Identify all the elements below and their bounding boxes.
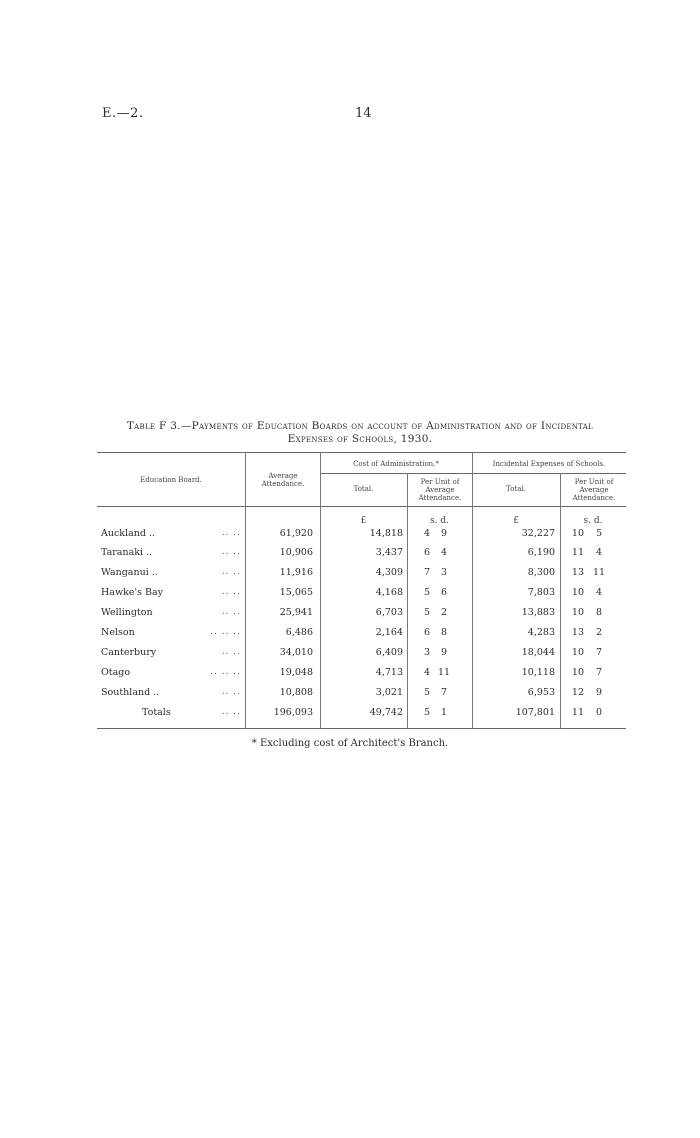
cell-admin-total: 6,703 — [375, 607, 403, 618]
header-incidental-per-unit: Per Unit of Average Attendance. — [572, 478, 616, 502]
cell-incidental-total: 4,283 — [527, 627, 555, 638]
cell-admin-pence: 11 — [437, 667, 451, 678]
payments-table — [97, 452, 626, 729]
col-divider — [407, 473, 408, 729]
cell-board-name: Wellington — [101, 607, 153, 618]
cell-board-name: Taranaki .. — [101, 547, 153, 558]
header-admin-per-unit: Per Unit of Average Attendance. — [418, 478, 462, 502]
cell-admin-total: 49,742 — [369, 707, 403, 718]
unit-admin-sd: s. d. — [430, 516, 449, 526]
leader-dots: .. .. — [221, 647, 241, 657]
cell-admin-pence: 9 — [440, 528, 448, 539]
cell-admin-total: 2,164 — [375, 627, 403, 638]
cell-admin-shillings: 5 — [423, 587, 430, 598]
leader-dots: .. .. — [221, 687, 241, 697]
cell-incidental-total: 13,883 — [521, 607, 555, 618]
unit-admin-pound: £ — [360, 516, 367, 526]
cell-board-name: Canterbury — [101, 647, 157, 658]
leader-dots: .. .. — [221, 707, 241, 717]
page-number: 14 — [355, 106, 372, 121]
leader-dots: .. .. — [221, 607, 241, 617]
rule-bottom — [97, 728, 626, 729]
cell-attendance: 6,486 — [285, 627, 313, 638]
cell-admin-total: 4,168 — [375, 587, 403, 598]
col-divider — [320, 452, 321, 729]
cell-board-name: Auckland .. — [101, 528, 156, 539]
table-title — [90, 420, 630, 446]
cell-incidental-shillings: 10 — [571, 587, 584, 598]
table-title-text: Payments of Education Boards on account of Administration and of Incidental — [191, 420, 594, 432]
header-admin-total: Total. — [353, 485, 374, 493]
cell-admin-shillings: 4 — [423, 528, 430, 539]
cell-incidental-pence: 4 — [595, 587, 603, 598]
cell-attendance: 19,048 — [279, 667, 313, 678]
cell-admin-total: 3,021 — [375, 687, 403, 698]
cell-incidental-shillings: 10 — [571, 528, 584, 539]
cell-attendance: 10,906 — [279, 547, 313, 558]
cell-incidental-pence: 9 — [595, 687, 603, 698]
cell-admin-shillings: 6 — [423, 627, 430, 638]
cell-board-name: Otago — [101, 667, 131, 678]
cell-admin-pence: 7 — [440, 687, 448, 698]
cell-incidental-shillings: 13 — [571, 567, 584, 578]
cell-board-name: Nelson — [101, 627, 135, 638]
cell-incidental-shillings: 11 — [571, 547, 584, 558]
cell-incidental-pence: 4 — [595, 547, 603, 558]
cell-admin-pence: 3 — [440, 567, 448, 578]
cell-incidental-total: 107,801 — [515, 707, 555, 718]
cell-attendance: 11,916 — [279, 567, 313, 578]
leader-dots: .. .. .. — [210, 627, 241, 637]
unit-incidental-sd: s. d. — [583, 516, 603, 526]
table-title-line-1 — [90, 420, 630, 433]
table-title-line-2: Expenses of Schools, 1930. — [287, 433, 433, 445]
cell-incidental-pence: 8 — [595, 607, 603, 618]
rule-top — [97, 452, 626, 453]
cell-attendance: 25,941 — [279, 607, 313, 618]
cell-admin-total: 3,437 — [375, 547, 403, 558]
rule-header — [97, 506, 626, 507]
cell-incidental-total: 8,300 — [527, 567, 555, 578]
footnote: * Excluding cost of Architect's Branch. — [251, 738, 449, 749]
leader-dots: .. .. — [221, 567, 241, 577]
cell-incidental-shillings: 12 — [571, 687, 584, 698]
cell-incidental-pence: 7 — [595, 647, 603, 658]
cell-board-name: Wanganui .. — [101, 567, 158, 578]
cell-incidental-pence: 7 — [595, 667, 603, 678]
cell-attendance: 196,093 — [273, 707, 313, 718]
cell-board-name: Hawke's Bay — [101, 587, 163, 598]
page-ref: E.—2. — [102, 106, 144, 121]
cell-attendance: 10,808 — [279, 687, 313, 698]
cell-admin-total: 4,309 — [375, 567, 403, 578]
cell-incidental-pence: 11 — [592, 567, 606, 578]
cell-incidental-pence: 2 — [595, 627, 603, 638]
cell-admin-shillings: 7 — [423, 567, 430, 578]
cell-admin-pence: 4 — [440, 547, 448, 558]
cell-incidental-total: 7,803 — [527, 587, 555, 598]
leader-dots: .. .. — [221, 587, 241, 597]
cell-incidental-total: 32,227 — [521, 528, 555, 539]
cell-admin-shillings: 3 — [423, 647, 430, 658]
cell-admin-pence: 1 — [440, 707, 448, 718]
cell-admin-total: 4,713 — [375, 667, 403, 678]
cell-admin-pence: 6 — [440, 587, 448, 598]
cell-admin-shillings: 5 — [423, 607, 430, 618]
leader-dots: .. .. .. — [210, 667, 241, 677]
cell-board-name: Totals — [142, 707, 171, 718]
cell-incidental-shillings: 13 — [571, 627, 584, 638]
cell-incidental-shillings: 11 — [571, 707, 584, 718]
cell-admin-total: 6,409 — [375, 647, 403, 658]
col-divider — [560, 473, 561, 729]
header-cost-administration: Cost of Administration.* — [353, 460, 439, 468]
cell-attendance: 15,065 — [279, 587, 313, 598]
cell-admin-shillings: 6 — [423, 547, 430, 558]
cell-attendance: 61,920 — [279, 528, 313, 539]
cell-incidental-total: 10,118 — [521, 667, 555, 678]
col-divider — [245, 452, 246, 729]
cell-incidental-total: 18,044 — [521, 647, 555, 658]
cell-admin-shillings: 4 — [423, 667, 430, 678]
header-incidental-total: Total. — [506, 485, 526, 493]
cell-incidental-shillings: 10 — [571, 667, 584, 678]
cell-attendance: 34,010 — [279, 647, 313, 658]
cell-board-name: Southland .. — [101, 687, 160, 698]
cell-admin-shillings: 5 — [423, 687, 430, 698]
cell-admin-total: 14,818 — [369, 528, 403, 539]
header-average-attendance: Average Attendance. — [261, 472, 305, 488]
cell-incidental-total: 6,953 — [527, 687, 555, 698]
col-divider — [472, 452, 473, 729]
cell-admin-shillings: 5 — [423, 707, 430, 718]
leader-dots: .. .. — [221, 547, 241, 557]
header-incidental-expenses: Incidental Expenses of Schools. — [492, 460, 606, 468]
leader-dots: .. .. — [221, 528, 241, 538]
cell-incidental-pence: 0 — [595, 707, 603, 718]
header-education-board: Education Board. — [140, 476, 202, 484]
cell-admin-pence: 2 — [440, 607, 448, 618]
cell-admin-pence: 9 — [440, 647, 448, 658]
cell-incidental-total: 6,190 — [527, 547, 555, 558]
rule-group — [320, 473, 626, 474]
unit-incidental-pound: £ — [513, 516, 519, 526]
cell-incidental-pence: 5 — [595, 528, 603, 539]
table-title-prefix: Table F 3.— — [126, 420, 192, 432]
cell-admin-pence: 8 — [440, 627, 448, 638]
cell-incidental-shillings: 10 — [571, 647, 584, 658]
cell-incidental-shillings: 10 — [571, 607, 584, 618]
